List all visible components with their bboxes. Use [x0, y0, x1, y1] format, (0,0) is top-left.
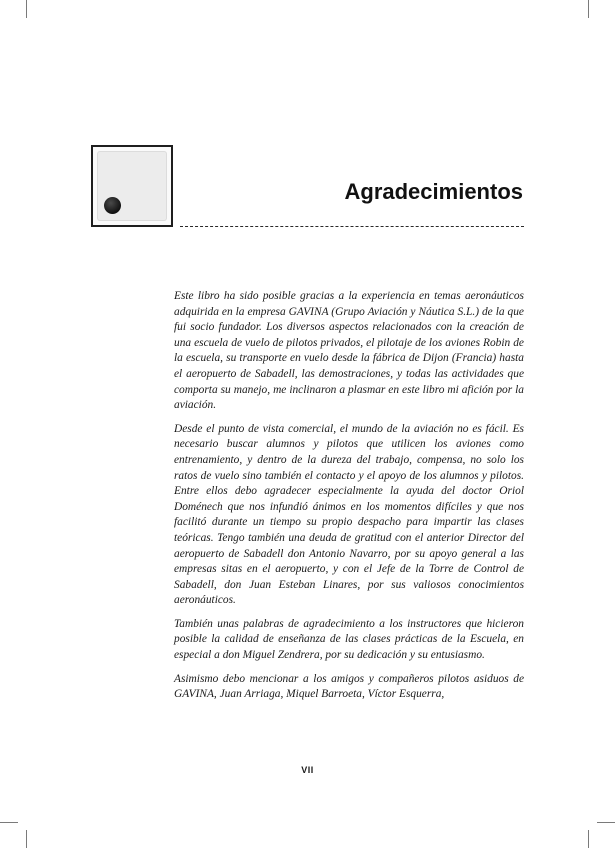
- chapter-title: Agradecimientos: [344, 179, 523, 204]
- page-number: VII: [301, 765, 314, 775]
- paragraph: Asimismo debo mencionar a los amigos y compañeros pilotos asiduos de GAVINA, Juan Arriaga, Miquel Barroeta, Víctor Esquerra,: [174, 672, 524, 701]
- chapter-body: [174, 289, 524, 711]
- chapter-bullet-icon: [104, 197, 121, 214]
- chapter-ornament-box: [91, 145, 173, 227]
- paragraph: Este libro ha sido posible gracias a la experiencia en temas aeronáuticos adquirida en la empresa GAVINA (Grupo Aviación y Náutica S.L.) de la que fui socio fundador. Los diversos aspectos relacionados con la creación de una escuela de vuelo de pilotos privados, el pilotaje de los aviones Robin de la escuela, su transporte en vuelo desde la fábrica de Dijon (Francia) hasta el aeropuerto de Sabadell, las demostraciones, y todas las actividades que comporta su manejo, me inclinaron a plasmar en este libro mi afición por la aviación.: [174, 290, 524, 412]
- crop-mark-top-right: [588, 0, 589, 18]
- paragraph: También unas palabras de agradecimiento a los instructores que hicieron posible la calidad de enseñanza de las clases prácticas de la Escuela, en especial a don Miguel Zendrera, por su dedicación y su entusiasmo.: [174, 617, 524, 662]
- paragraph: Desde el punto de vista comercial, el mundo de la aviación no es fácil. Es necesario buscar alumnos y pilotos que utilicen los aviones como entrenamiento, y dentro de la dureza del trabajo, compensa, no solo los ratos de vuelo sino también el contacto y el apoyo de los alumnos y pilotos. Entre ellos debo agradecer especialmente la ayuda del doctor Oriol Doménech que nos infundió ánimos en los momentos difíciles y que nos facilitó durante un tiempo su propio despacho para impartir las clases teóricas. Tengo también una deuda de gratitud con el anterior Director del aeropuerto de Sabadell don Antonio Navarro, por su apoyo general a las empresas sitas en el aeropuerto, y con el Jefe de la Torre de Control de Sabadell, don Juan Esteban Linares, por sus valiosos conocimientos aeronáuticos.: [174, 422, 524, 607]
- crop-mark-bottom-right-vertical: [588, 830, 589, 848]
- crop-mark-bottom-left-horizontal: [0, 822, 18, 823]
- title-dashed-rule: [180, 226, 524, 227]
- crop-mark-bottom-right-horizontal: [597, 822, 615, 823]
- crop-mark-bottom-left-vertical: [26, 830, 27, 848]
- crop-mark-top-left: [26, 0, 27, 18]
